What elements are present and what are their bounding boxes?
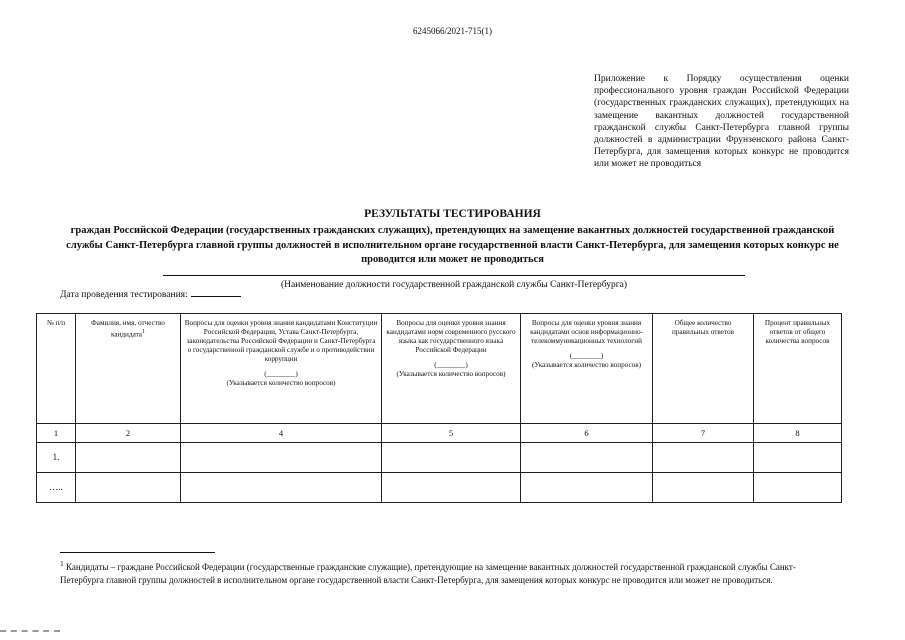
test-date-blank — [191, 296, 241, 297]
header-q-russian: Вопросы для оценки уровня знания кандидатами норм современного русского языка как государственного языка Российской Федерации (________) (Указывается количество вопросов) — [382, 314, 521, 424]
cell-empty — [76, 473, 181, 503]
cell-empty — [521, 443, 653, 473]
col-number: 5 — [382, 424, 521, 443]
col-number: 2 — [76, 424, 181, 443]
header-total-correct: Общее количество правильных ответов — [653, 314, 754, 424]
row-num: 1. — [37, 443, 76, 473]
footnote-ref: 1 — [142, 329, 145, 335]
position-name-caption: (Наименование должности государственной гражданской службы Санкт-Петербурга) — [280, 280, 628, 290]
cell-empty — [653, 443, 754, 473]
table-row — [37, 443, 842, 473]
test-date-label: Дата проведения тестирования: — [60, 290, 188, 300]
position-name-line — [163, 275, 745, 276]
cell-empty — [382, 443, 521, 473]
footnote-marker: 1 — [60, 559, 64, 568]
header-num: № п/п — [37, 314, 76, 424]
header-fio: Фамилия, имя, отчество кандидата$^1$ — [76, 314, 181, 424]
scan-artifact — [0, 630, 60, 632]
results-table — [36, 313, 842, 503]
col-number: 6 — [521, 424, 653, 443]
cell-empty — [521, 473, 653, 503]
footnote-separator — [60, 552, 215, 553]
col-number: 1 — [37, 424, 76, 443]
column-number-row — [37, 424, 842, 443]
document-title: РЕЗУЛЬТАТЫ ТЕСТИРОВАНИЯ — [364, 208, 541, 220]
table-row — [37, 473, 842, 503]
cell-empty — [181, 443, 382, 473]
cell-empty — [181, 473, 382, 503]
col-number: 7 — [653, 424, 754, 443]
col-number: 4 — [181, 424, 382, 443]
cell-empty — [754, 473, 842, 503]
cell-empty — [382, 473, 521, 503]
header-q-constitution: Вопросы для оценки уровня знания кандидатами Конституции Российской Федерации, Устава Санкт-Петербурга, законодательства Российской Федерации и Санкт-Петербурга о государственной гражданской службе и о противодействии коррупции (________) (Указывается количество вопросов) — [181, 314, 382, 424]
footnote-text: Кандидаты – граждане Российской Федерации (государственные гражданские служащие), претендующие на замещение вакантных должностей государственной гражданской службы Санкт-Петербурга главной группы должностей в исполнительном органе государственной власти Санкт-Петербурга, для замещения которых конкурс не проводится или может не проводиться. — [60, 562, 796, 585]
test-date-field — [60, 290, 241, 300]
row-num: ….. — [37, 473, 76, 503]
document-id: 6245066/2021-715(1) — [413, 26, 492, 36]
cell-empty — [653, 473, 754, 503]
appendix-note: Приложение к Порядку осуществления оценки профессионального уровня граждан Российской Федерации (государственных гражданских служащих), претендующих на замещение вакантных должностей государственной гражданской службы Санкт-Петербурга главной группы должностей в администрации Фрунзенского района Санкт-Петербурга, для замещения которых конкурс не проводится или может не проводиться — [594, 74, 849, 170]
cell-empty — [76, 443, 181, 473]
table-header-row — [37, 314, 842, 424]
footnote — [60, 558, 825, 586]
col-number: 8 — [754, 424, 842, 443]
cell-empty — [754, 443, 842, 473]
header-q-it: Вопросы для оценки уровня знания кандидатами основ информационно-телекоммуникационных технологий (________) (Указывается количество вопросов) — [521, 314, 653, 424]
document-subtitle: граждан Российской Федерации (государственных гражданских служащих), претендующих на замещение вакантных должностей государственной гражданской службы Санкт-Петербурга главной группы должностей в исполнительном органе государственной власти Санкт-Петербурга, для замещения которых конкурс не проводится или может не проводиться — [66, 225, 839, 265]
header-percent-correct: Процент правильных ответов от общего количества вопросов — [754, 314, 842, 424]
